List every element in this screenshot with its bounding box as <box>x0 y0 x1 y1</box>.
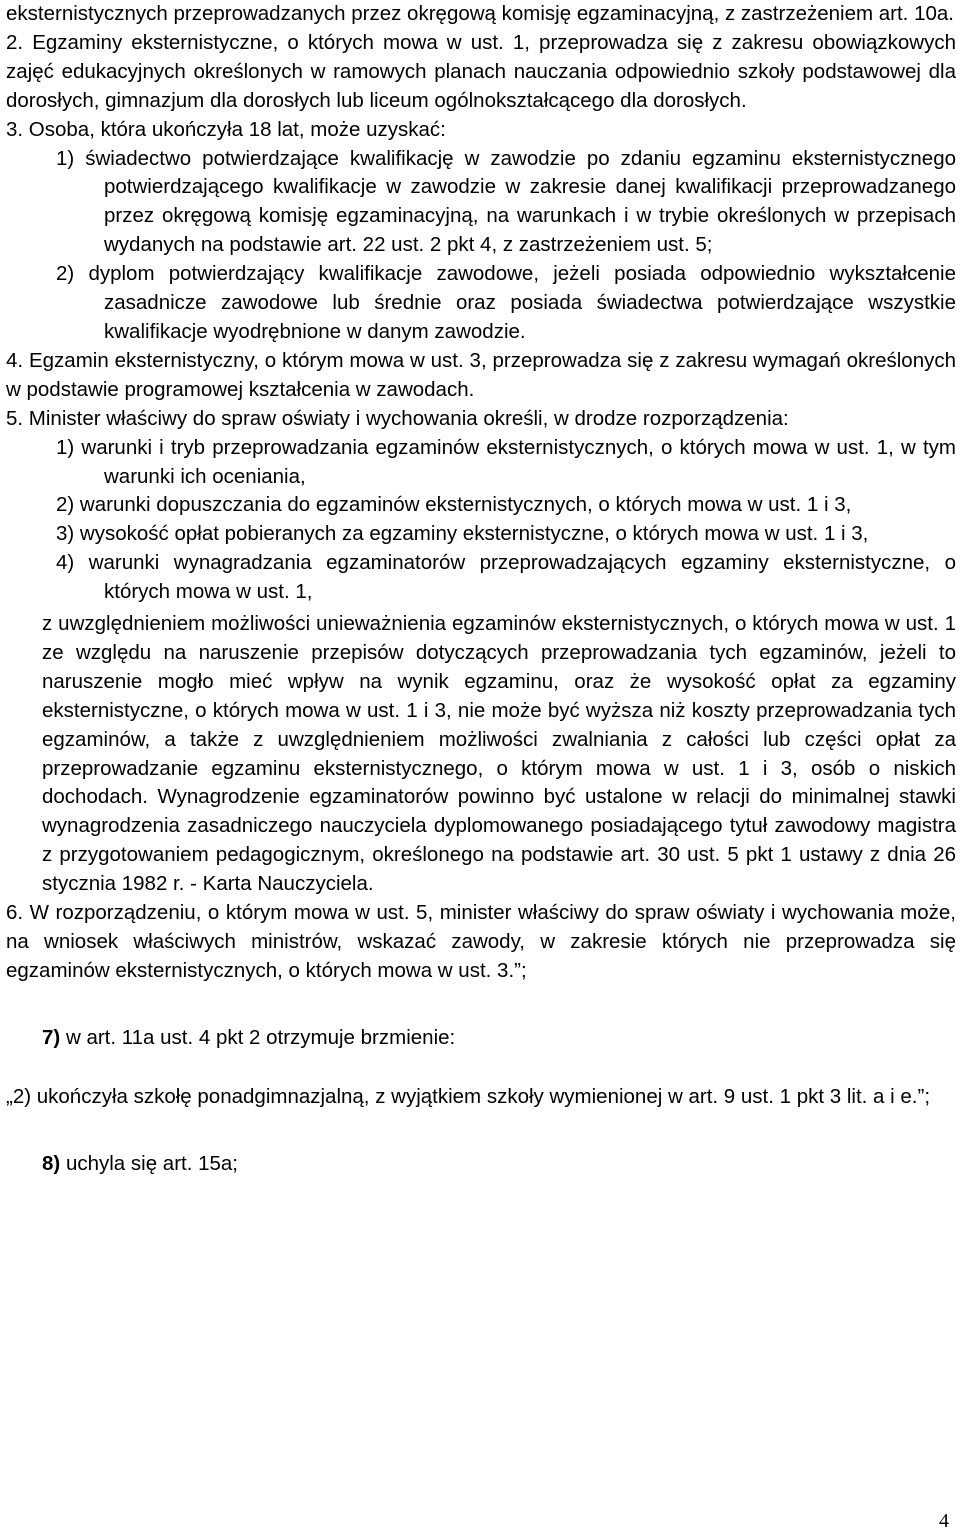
paragraph-5-point-2: 2) warunki dopuszczania do egzaminów eksternistycznych, o których mowa w ust. 1 i 3, <box>56 493 852 517</box>
paragraph-5: 5. Minister właściwy do spraw oświaty i wychowania określi, w drodze rozporządzenia: <box>6 406 789 430</box>
amendment-text-7: w art. 11a ust. 4 pkt 2 otrzymuje brzmienie: <box>65 1025 456 1049</box>
paragraph-continuation: eksternistycznych przeprowadzanych przez okręgową komisję egzaminacyjną, z zastrzeżeniem art. 10a. <box>6 2 954 25</box>
paragraph-2: 2. Egzaminy eksternistyczne, o których mowa w ust. 1, przeprowadza się z zakresu obowiązkowych zajęć edukacyjnych określonych w ramowych planach nauczania odpowiednio szkoły podstawowej dla dorosłych, gimnazjum dla dorosłych lub liceum ogólnokształcącego dla dorosłych. <box>6 30 956 112</box>
paragraph-5-point-3: 3) wysokość opłat pobieranych za egzaminy eksternistyczne, o których mowa w ust. 1 i 3, <box>56 522 869 546</box>
page-number: 4 <box>939 1510 949 1532</box>
amendment-item-7 <box>42 1024 956 1053</box>
paragraph-5-point-1: 1) warunki i tryb przeprowadzania egzaminów eksternistycznych, o których mowa w ust. 1, w tym warunki ich oceniania, <box>56 435 956 488</box>
paragraph-3: 3. Osoba, która ukończyła 18 lat, może uzyskać: <box>6 117 446 141</box>
amendment-item-8 <box>42 1150 956 1179</box>
document-page <box>6 0 956 1179</box>
paragraph-3-point-2: 2) dyplom potwierdzający kwalifikacje zawodowe, jeżeli posiada odpowiednio wykształcenie zasadnicze zawodowe lub średnie oraz posiada świadectwa potwierdzające wszystkie kwalifikacje wyodrębnione w danym zawodzie. <box>56 262 956 343</box>
paragraph-6: 6. W rozporządzeniu, o którym mowa w ust. 5, minister właściwy do spraw oświaty i wychowania może, na wniosek właściwych ministrów, wskazać zawody, w zakresie których nie przeprowadza się egzaminów eksternistycznych, o których mowa w ust. 3.”; <box>6 901 956 982</box>
amendment-number-8: 8) <box>42 1151 61 1175</box>
paragraph-5-closing: z uwzględnieniem możliwości unieważnienia egzaminów eksternistycznych, o których mowa w ust. 1 ze względu na naruszenie przepisów dotyczących przeprowadzania tych egzaminów, jeżeli to naruszenie mogło mieć wpływ na wynik egzaminu, oraz że wysokość opłat za egzaminy eksternistyczne, o których mowa w ust. 1 i 3, nie może być wyższa niż koszty przeprowadzania tych egzaminów, a także z uwzględnieniem możliwości zwalniania z całości lub części opłat za przeprowadzanie egzaminu eksternistycznego, o którym mowa w ust. 1 i 3, osób o niskich dochodach. Wynagrodzenie egzaminatorów powinno być ustalone w relacji do minimalnej stawki wynagrodzenia zasadniczego nauczyciela dyplomowanego posiadającego tytuł zawodowy magistra z przygotowaniem pedagogicznym, określonego na podstawie art. 30 ust. 5 pkt 1 ustawy z dnia 26 stycznia 1982 r. - Karta Nauczyciela. <box>42 612 956 896</box>
amendment-quote: „2) ukończyła szkołę ponadgimnazjalną, z wyjątkiem szkoły wymienionej w art. 9 ust. 1 pkt 3 lit. a i e.”; <box>6 1084 931 1108</box>
paragraph-4: 4. Egzamin eksternistyczny, o którym mowa w ust. 3, przeprowadza się z zakresu wymagań określonych w podstawie programowej kształcenia w zawodach. <box>6 348 956 401</box>
amendment-text-8: uchyla się art. 15a; <box>65 1151 239 1175</box>
paragraph-3-point-1: 1) świadectwo potwierdzające kwalifikację w zawodzie po zdaniu egzaminu eksternistycznego potwierdzającego kwalifikacje w zawodzie w zakresie danej kwalifikacji przeprowadzanego przez okręgową komisję egzaminacyjną, na warunkach i w trybie określonych w przepisach wydanych na podstawie art. 22 ust. 2 pkt 4, z zastrzeżeniem ust. 5; <box>56 146 956 257</box>
paragraph-5-point-4: 4) warunki wynagradzania egzaminatorów przeprowadzających egzaminy eksternistyczne, o których mowa w ust. 1, <box>56 551 956 604</box>
amendment-number-7: 7) <box>42 1025 61 1049</box>
